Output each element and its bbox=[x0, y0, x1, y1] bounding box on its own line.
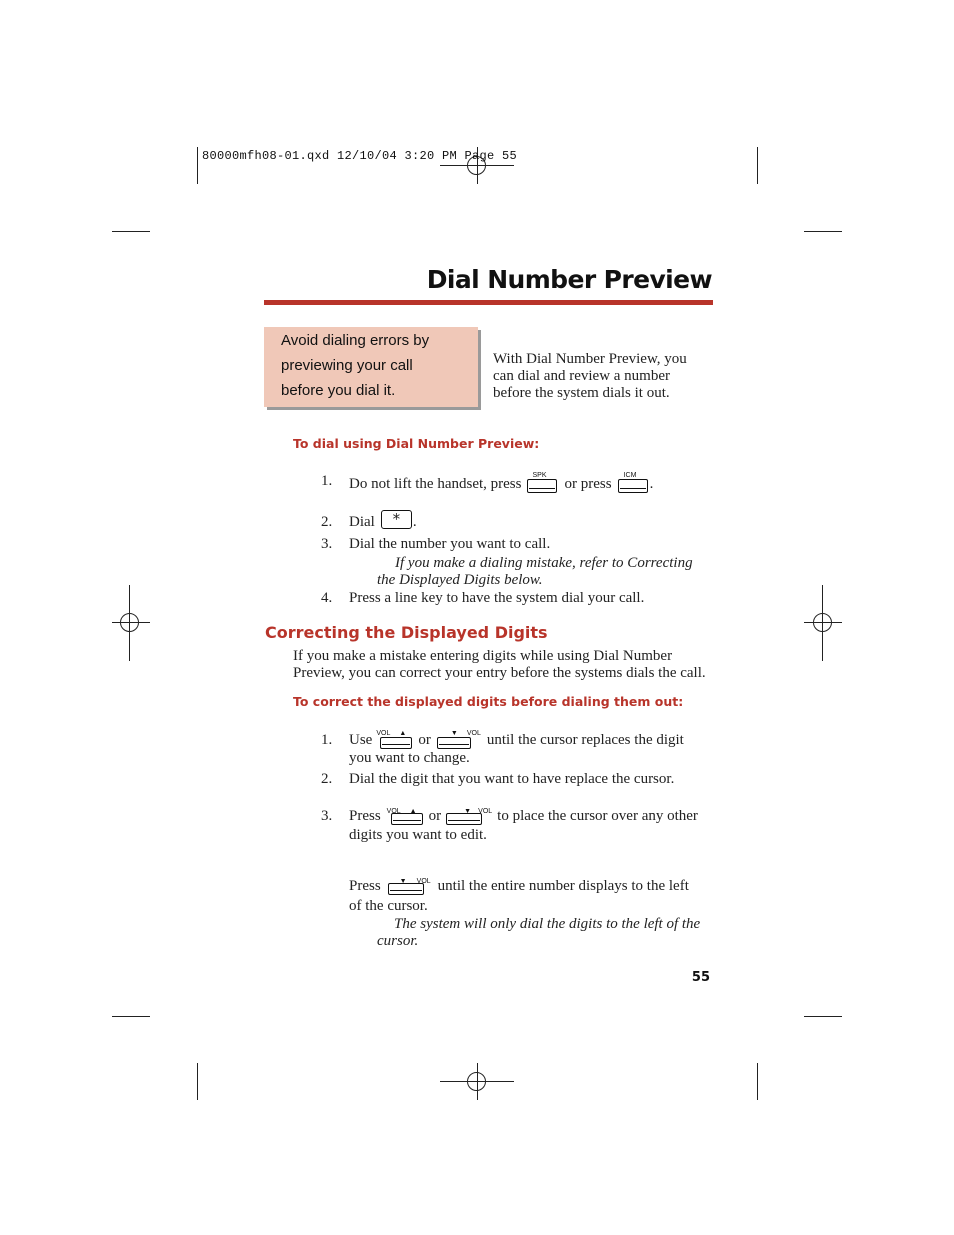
step-text: you want to change. bbox=[349, 750, 470, 766]
section-subheading-correct: To correct the displayed digits before dialing them out: bbox=[293, 694, 684, 709]
up-arrow-icon: ▲ bbox=[409, 808, 417, 815]
sidebar-tip-line: previewing your call bbox=[281, 357, 413, 374]
step-1-use-vol bbox=[349, 723, 684, 749]
key-label: ICM bbox=[623, 472, 637, 479]
step-number: 3. bbox=[321, 536, 333, 552]
step-text: Press bbox=[349, 808, 381, 824]
step-1-dial bbox=[349, 463, 653, 493]
step-number: 2. bbox=[321, 771, 333, 787]
correcting-intro bbox=[293, 648, 706, 682]
vol-up-key-icon bbox=[385, 803, 423, 825]
step-number: 2. bbox=[321, 514, 333, 530]
key-label: VOL bbox=[376, 730, 391, 737]
intro-paragraph bbox=[493, 351, 687, 402]
step-text: . bbox=[649, 476, 654, 492]
step-number: 1. bbox=[321, 732, 333, 748]
vol-down-key-icon bbox=[446, 803, 492, 825]
step-text: or press bbox=[564, 476, 612, 492]
step-text: or bbox=[428, 808, 442, 824]
page-title: Dial Number Preview bbox=[426, 265, 712, 294]
key-label: VOL bbox=[478, 808, 493, 815]
step-4-text: Press a line key to have the system dial your call. bbox=[349, 590, 645, 606]
vol-down-key-icon bbox=[386, 873, 432, 895]
section-heading-correcting: Correcting the Displayed Digits bbox=[265, 623, 548, 642]
step-text: of the cursor. bbox=[349, 898, 428, 914]
intro-line: With Dial Number Preview, you bbox=[493, 351, 687, 367]
star-key-icon: * bbox=[381, 510, 412, 529]
intro-line: If you make a mistake entering digits while using Dial Number bbox=[293, 648, 673, 664]
note-line: the Displayed Digits below. bbox=[377, 572, 543, 588]
section-heading-dial-preview: To dial using Dial Number Preview: bbox=[293, 436, 540, 451]
spk-key-icon bbox=[527, 467, 559, 493]
step-number: 1. bbox=[321, 473, 333, 489]
step-number: 3. bbox=[321, 808, 333, 824]
sidebar-tip-box bbox=[264, 327, 478, 407]
step-text: until the cursor replaces the digit bbox=[486, 732, 684, 748]
dialing-mistake-note bbox=[377, 555, 693, 589]
step-text: digits you want to edit. bbox=[349, 827, 487, 843]
print-slug: 80000mfh08-01.qxd 12/10/04 3:20 PM Page 55 bbox=[202, 149, 518, 163]
vol-down-key-icon bbox=[437, 725, 481, 749]
step-3-press-vol bbox=[349, 800, 698, 825]
note-line: cursor. bbox=[377, 933, 419, 949]
step-2-dial bbox=[349, 506, 417, 531]
key-label: VOL bbox=[416, 878, 431, 885]
down-arrow-icon: ▼ bbox=[450, 730, 458, 737]
step-2-text: Dial the digit that you want to have replace the cursor. bbox=[349, 771, 675, 787]
step-number: 4. bbox=[321, 590, 333, 606]
key-label: VOL bbox=[466, 730, 481, 737]
step-text: to place the cursor over any other bbox=[497, 808, 698, 824]
key-label: VOL bbox=[386, 808, 401, 815]
note-line: The system will only dial the digits to the left of the bbox=[394, 916, 701, 932]
dial-left-digits-note bbox=[377, 916, 700, 950]
step-text: Dial bbox=[349, 514, 375, 530]
step-text: Press bbox=[349, 878, 381, 894]
step-text: Do not lift the handset, press bbox=[349, 476, 522, 492]
icm-key-icon bbox=[618, 467, 650, 493]
down-arrow-icon: ▼ bbox=[464, 808, 472, 815]
up-arrow-icon: ▲ bbox=[399, 730, 407, 737]
press-vol-down-instruction bbox=[349, 870, 689, 895]
down-arrow-icon: ▼ bbox=[399, 878, 407, 885]
note-line: If you make a dialing mistake, refer to Correcting bbox=[395, 555, 693, 571]
key-label: SPK bbox=[532, 472, 547, 479]
title-rule bbox=[264, 300, 713, 305]
step-text: Use bbox=[349, 732, 373, 748]
step-3-text: Dial the number you want to call. bbox=[349, 536, 551, 552]
intro-line: Preview, you can correct your entry before the systems dials the call. bbox=[293, 665, 706, 681]
intro-line: before the system dials it out. bbox=[493, 385, 670, 401]
step-text: . bbox=[412, 514, 417, 530]
intro-line: can dial and review a number bbox=[493, 368, 671, 384]
vol-up-key-icon bbox=[376, 725, 412, 749]
page-number: 55 bbox=[691, 970, 710, 985]
step-text: until the entire number displays to the left bbox=[437, 878, 689, 894]
step-text: or bbox=[418, 732, 431, 748]
sidebar-tip-line: before you dial it. bbox=[281, 382, 396, 399]
sidebar-tip-line: Avoid dialing errors by bbox=[281, 332, 430, 349]
